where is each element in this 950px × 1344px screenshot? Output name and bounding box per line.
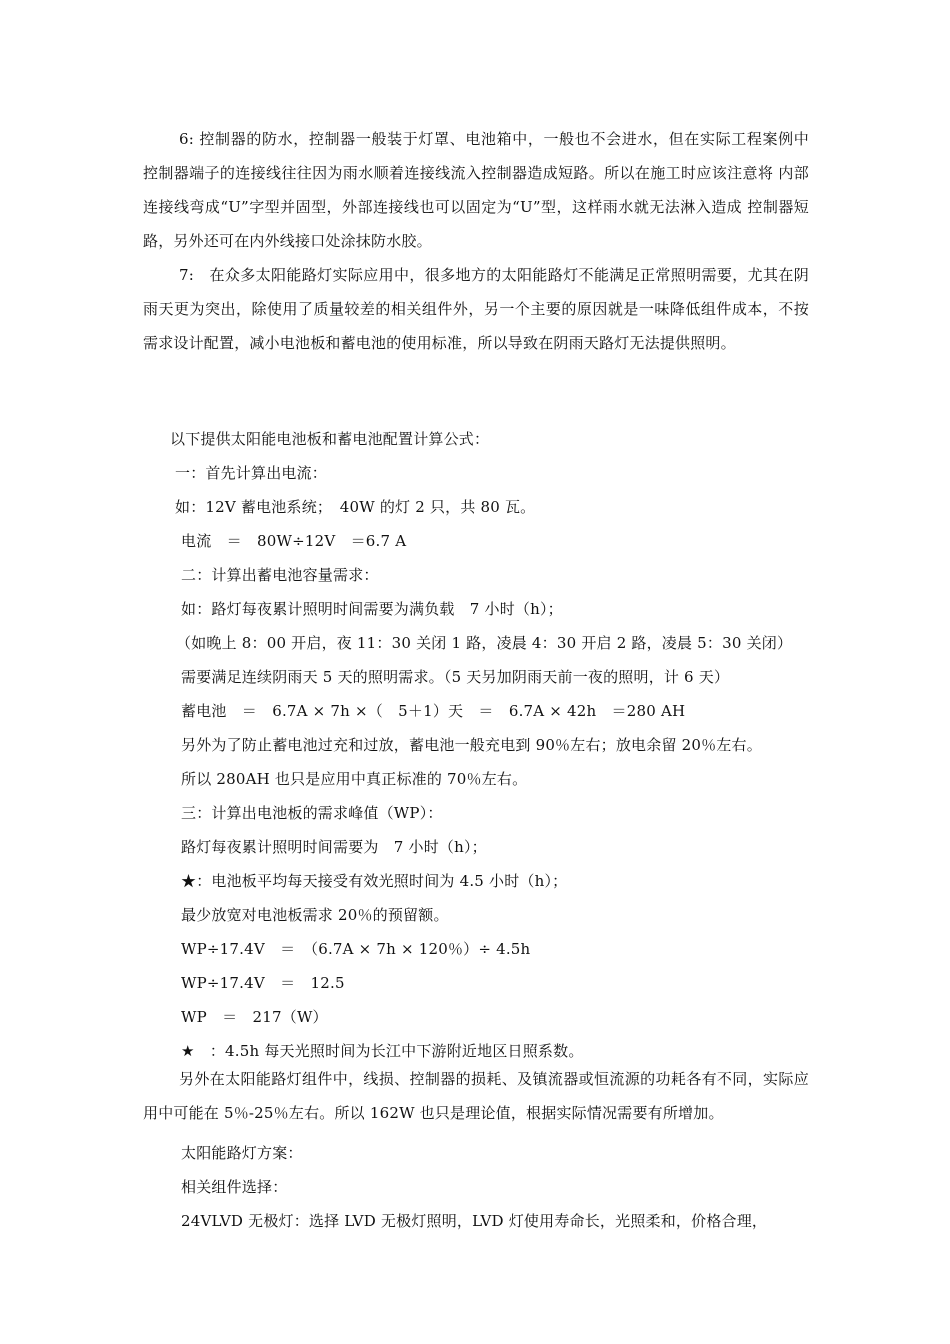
paragraph-losses: 另外在太阳能路灯组件中，线损、控制器的损耗、及镇流器或恒流源的功耗各有不同，实际应用中可能在 5％-25％左右。所以 162W 也只是理论值，根据实际情况需要有所增加。 [143,1070,809,1122]
current-formula: 电流 ＝ 80W÷12V ＝6.7 A [181,532,407,550]
battery-formula: 蓄电池 ＝ 6.7A × 7h ×（ 5＋1）天 ＝ 6.7A × 42h ＝280 AH [181,702,686,720]
step-one-heading: 一：首先计算出电流： [175,464,328,482]
paragraph-waterproof-controller: 6: 控制器的防水，控制器一般装于灯罩、电池箱中，一般也不会进水，但在实际工程案例中 控制器端子的连接线往往因为雨水顺着连接线流入控制器造成短路。所以在施工时应该注意将 内部连接线弯成“U”字型并固型，外部连接线也可以固定为“U”型，这样雨水就无法淋入造成 控制器短路，另外还可在内外线接口处涂抹防水胶。 [143,130,809,250]
battery-standard-line: 所以 280AH 也只是应用中真正标准的 70％左右。 [181,770,528,788]
paragraph-rainy-day-lighting: 7: 在众多太阳能路灯实际应用中，很多地方的太阳能路灯不能满足正常照明需要，尤其在阴雨天更为突出，除使用了质量较差的相关组件外，另一个主要的原因就是一味降低组件成本，不按需求设计配置，减小电池板和蓄电池的使用标准，所以导致在阴雨天路灯无法提供照明。 [143,266,809,352]
sunshine-coefficient-note: ★ ：4.5h 每天光照时间为长江中下游附近地区日照系数。 [181,1042,584,1060]
wp-formula-1: WP÷17.4V ＝ （6.7A × 7h × 120％）÷ 4.5h [181,940,531,958]
component-selection-heading: 相关组件选择： [181,1178,288,1196]
lighting-hours-line-2: 路灯每夜累计照明时间需要为 7 小时（h）； [181,838,487,856]
rainy-days-line: 需要满足连续阴雨天 5 天的照明需求。（5 天另加阴雨天前一夜的照明，计 6 天） [181,668,730,686]
sunlight-hours-line: ★：电池板平均每天接受有效光照时间为 4.5 小时（h）； [181,872,568,890]
step-two-heading: 二：计算出蓄电池容量需求： [181,566,379,584]
charge-discharge-line: 另外为了防止蓄电池过充和过放，蓄电池一般充电到 90％左右；放电余留 20％左右。 [181,736,762,754]
wp-result: WP ＝ 217（W） [181,1008,328,1026]
solution-heading: 太阳能路灯方案： [181,1144,303,1162]
wp-formula-2: WP÷17.4V ＝ 12.5 [181,974,345,992]
lighting-hours-line: 如：路灯每夜累计照明时间需要为满负载 7 小时（h）； [181,600,563,618]
formula-intro: 以下提供太阳能电池板和蓄电池配置计算公式： [170,430,490,448]
step-one-example: 如：12V 蓄电池系统； 40W 的灯 2 只，共 80 瓦。 [175,498,536,516]
step-three-heading: 三：计算出电池板的需求峰值（WP）： [181,804,443,822]
lvd-lamp-line: 24VLVD 无极灯：选择 LVD 无极灯照明，LVD 灯使用寿命长，光照柔和，价格合理， [181,1212,768,1230]
reserve-margin-line: 最少放宽对电池板需求 20％的预留额。 [181,906,449,924]
schedule-line: （如晚上 8：00 开启，夜 11：30 关闭 1 路，凌晨 4：30 开启 2 路，凌晨 5：30 关闭） [176,634,793,652]
